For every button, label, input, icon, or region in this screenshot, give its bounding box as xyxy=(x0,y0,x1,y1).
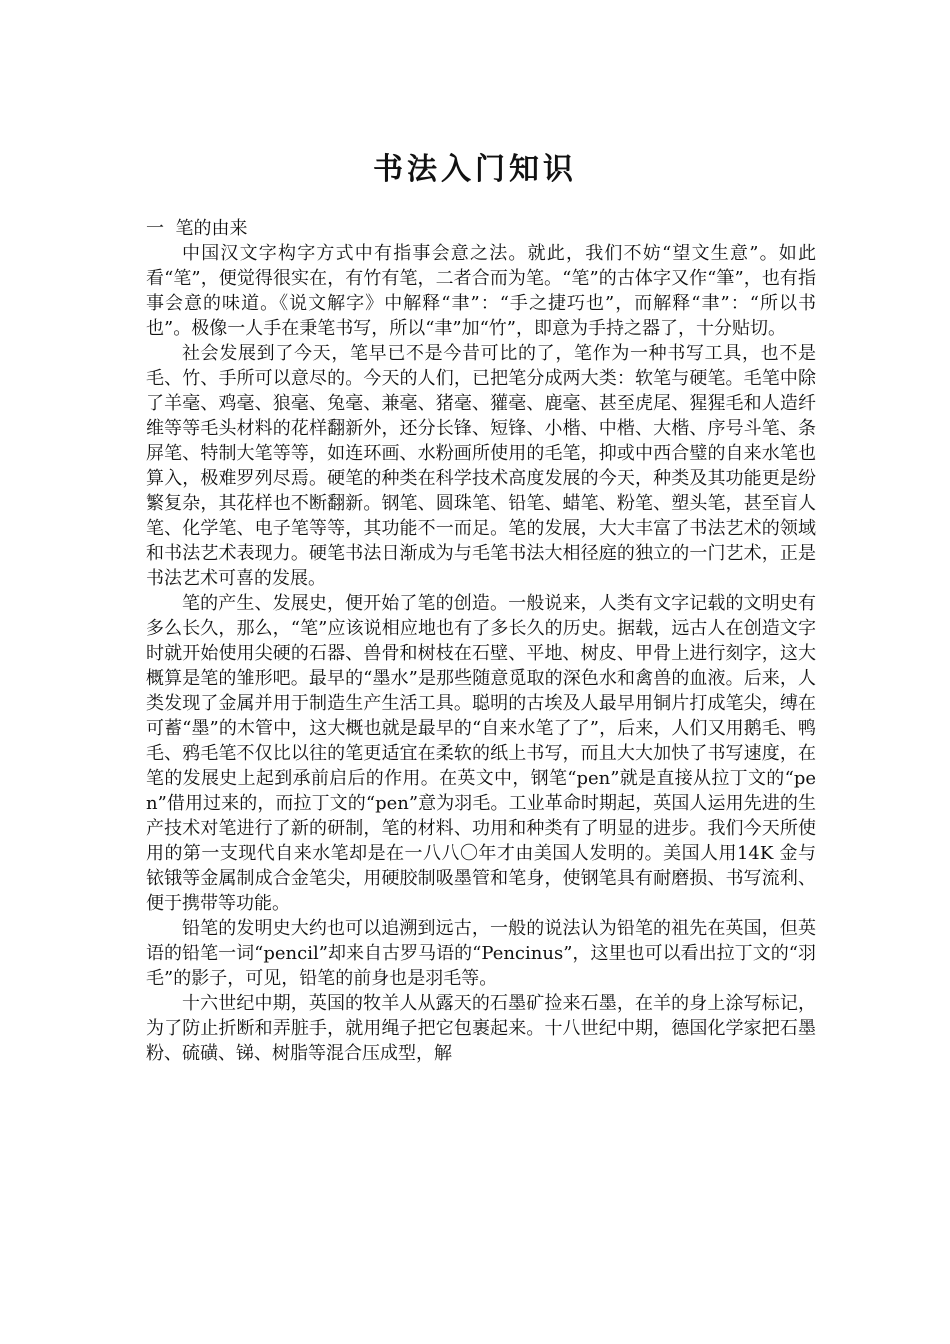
paragraph-pen-history: 笔的产生、发展史，便开始了笔的创造。一般说来，人类有文字记载的文明史有多么长久，那么，“笔”应该说相应地也有了多长久的历史。据载，远古人在创造文字时就开始使用尖硬的石器、兽骨和树枝在石壁、平地、树皮、甲骨上进行刻字，这大概算是笔的雏形吧。最早的“墨水”是那些随意觅取的深色水和禽兽的血液。后来，人类发现了金属并用于制造生产生活工具。聪明的古埃及人最早用铜片打成笔尖，缚在可蓄“墨”的木管中，这大概也就是最早的“自来水笔了了”，后来，人们又用鹅毛、鸭毛、鸦毛笔不仅比以往的笔更适宜在柔软的纸上书写，而且大大加快了书写速度，在笔的发展史上起到承前启后的作用。在英文中，钢笔“pen”就是直接从拉丁文的“pen”借用过来的，而拉丁文的“pen”意为羽毛。工业革命时期起，英国人运用先进的生产技术对笔进行了新的研制，笔的材料、功用和种类有了明显的进步。我们今天所使用的第一支现代自来水笔却是在一八八〇年才由美国人发明的。美国人用14K 金与铱锇等金属制成合金笔尖，用硬胶制吸墨管和笔身，使钢笔具有耐磨损、书写流利、便于携带等功能。 xyxy=(146,593,816,914)
paragraph-pen-types: 社会发展到了今天，笔早已不是今昔可比的了，笔作为一种书写工具，也不是毛、竹、手所可以意尽的。今天的人们，已把笔分成两大类：软笔与硬笔。毛笔中除了羊毫、鸡毫、狼毫、兔毫、兼毫、猪毫、獾毫、鹿毫、甚至虎尾、猩猩毛和人造纤维等等毛头材料的花样翻新外，还分长锋、短锋、小楷、中楷、大楷、序号斗笔、条屏笔、特制大笔等等，如连环画、水粉画所使用的毛笔，抑或中西合璧的自来水笔也算入，极难罗列尽焉。硬笔的种类在科学技术高度发展的今天，种类及其功能更是纷繁复杂，其花样也不断翻新。钢笔、圆珠笔、铅笔、蜡笔、粉笔、塑头笔，甚至盲人笔、化学笔、电子笔等等，其功能不一而足。笔的发展，大大丰富了书法艺术的领域和书法艺术表现力。硬笔书法日渐成为与毛笔书法大相径庭的独立的一门艺术，正是书法艺术可喜的发展。 xyxy=(146,343,816,589)
document-body xyxy=(146,216,816,1066)
section-heading: 一 笔的由来 xyxy=(146,218,248,239)
paragraph-graphite: 十六世纪中期，英国的牧羊人从露天的石墨矿捡来石墨，在羊的身上涂写标记，为了防止折断和弄脏手，就用绳子把它包裹起来。十八世纪中期，德国化学家把石墨粉、硫磺、锑、树脂等混合压成型，解 xyxy=(146,993,816,1064)
paragraph-etymology: 中国汉文字构字方式中有指事会意之法。就此，我们不妨“望文生意”。如此看“笔”，便觉得很实在，有竹有笔，二者合而为笔。“笔”的古体字又作“筆”，也有指事会意的味道。《说文解字》中解释“聿”：“手之捷巧也”，而解释“聿”：“所以书也”。极像一人手在秉笔书写，所以“聿”加“竹”，即意为手持之器了，十分贴切。 xyxy=(146,243,816,339)
document-title: 书法入门知识 xyxy=(373,152,577,188)
paragraph-pencil-origin: 铅笔的发明史大约也可以追溯到远古，一般的说法认为铅笔的祖先在英国，但英语的铅笔一词“pencil”却来自古罗马语的“Pencinus”，这里也可以看出拉丁文的“羽毛”的影子，可见，铅笔的前身也是羽毛等。 xyxy=(146,918,816,989)
